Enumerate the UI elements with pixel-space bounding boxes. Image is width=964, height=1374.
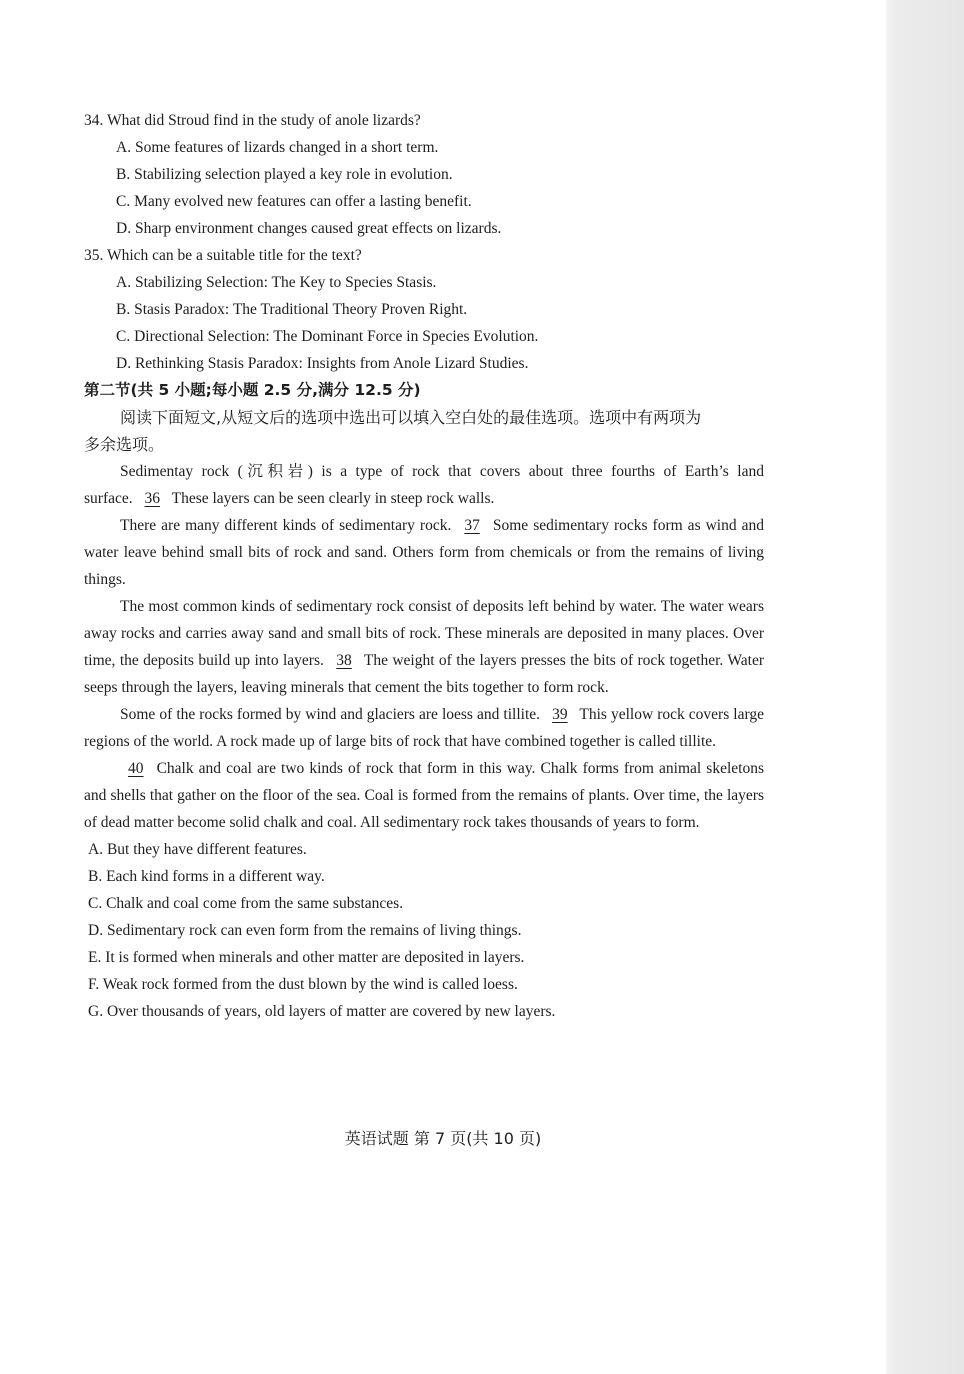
passage-text: There are many different kinds of sedimentary rock. bbox=[120, 517, 452, 534]
blank-37: 37 bbox=[464, 517, 480, 534]
passage-text: This yellow rock covers large regions of the world. A rock made up of large bits of rock that have combined together is called tillite. bbox=[84, 706, 764, 750]
passage-text: The weight of the layers presses the bits of rock together. Water seeps through the layers, leaving minerals that cement the bits together to form rock. bbox=[84, 652, 764, 696]
question-34-option-d: D. Sharp environment changes caused great effects on lizards. bbox=[116, 220, 502, 237]
question-34-option-a: A. Some features of lizards changed in a short term. bbox=[116, 139, 439, 156]
passage-text: The most common kinds of sedimentary rock consist of deposits left behind by water. The water wears away rocks and carries away sand and small bits of rock. These minerals are deposited in many places. Over time, the deposits build up into layers. bbox=[84, 598, 764, 669]
question-35-option-b: B. Stasis Paradox: The Traditional Theory Proven Right. bbox=[116, 301, 468, 318]
passage-paragraph-4 bbox=[84, 701, 764, 755]
passage bbox=[84, 458, 764, 836]
question-35-option-d: D. Rethinking Stasis Paradox: Insights from Anole Lizard Studies. bbox=[116, 355, 529, 372]
choice-d: D. Sedimentary rock can even form from the remains of living things. bbox=[88, 922, 522, 939]
page-footer: 英语试题 第 7 页(共 10 页) bbox=[344, 1129, 542, 1148]
passage-text: These layers can be seen clearly in steep rock walls. bbox=[171, 490, 495, 507]
choice-e: E. It is formed when minerals and other matter are deposited in layers. bbox=[88, 949, 525, 966]
choice-g: G. Over thousands of years, old layers of matter are covered by new layers. bbox=[88, 1003, 556, 1020]
passage-text: Some of the rocks formed by wind and glaciers are loess and tillite. bbox=[120, 706, 541, 723]
blank-36: 36 bbox=[144, 490, 160, 507]
question-35-option-c: C. Directional Selection: The Dominant Force in Species Evolution. bbox=[116, 328, 539, 345]
section-instruction-line-2: 多余选项。 bbox=[84, 435, 165, 454]
passage-text: Some sedimentary rocks form as wind and water leave behind small bits of rock and sand. Others form from chemicals or from the remains of living things. bbox=[84, 517, 765, 588]
blank-39: 39 bbox=[552, 706, 568, 723]
choice-f: F. Weak rock formed from the dust blown by the wind is called loess. bbox=[88, 976, 518, 993]
passage-paragraph-5 bbox=[84, 755, 764, 836]
passage-paragraph-3 bbox=[84, 593, 764, 701]
exam-page-content bbox=[84, 107, 764, 1025]
question-35-stem: 35. Which can be a suitable title for the text? bbox=[84, 247, 362, 264]
choice-b: B. Each kind forms in a different way. bbox=[88, 868, 325, 885]
page-edge-shadow bbox=[886, 0, 964, 1374]
passage-paragraph-1-line-2 bbox=[84, 485, 764, 512]
choice-c: C. Chalk and coal come from the same substances. bbox=[88, 895, 404, 912]
passage-text: Sedimentay rock (沉积岩) is a type of rock that covers about three fourths of Earth’s land bbox=[120, 463, 764, 480]
blank-38: 38 bbox=[336, 652, 352, 669]
passage-text: Chalk and coal are two kinds of rock that form in this way. Chalk forms from animal skeletons and shells that gather on the floor of the sea. Coal is formed from the remains of plants. Over time, the layers of dead matter become solid chalk and coal. All sedimentary rock takes thousands of years to form. bbox=[84, 760, 764, 831]
section-heading: 第二节(共 5 小题;每小题 2.5 分,满分 12.5 分) bbox=[84, 381, 421, 399]
section-instruction-line-1: 阅读下面短文,从短文后的选项中选出可以填入空白处的最佳选项。选项中有两项为 bbox=[120, 408, 702, 427]
blank-40: 40 bbox=[128, 760, 144, 777]
choice-a: A. But they have different features. bbox=[88, 841, 307, 858]
question-34-option-c: C. Many evolved new features can offer a lasting benefit. bbox=[116, 193, 472, 210]
question-34-option-b: B. Stabilizing selection played a key role in evolution. bbox=[116, 166, 453, 183]
passage-text: surface. bbox=[84, 490, 133, 507]
question-34-stem: 34. What did Stroud find in the study of anole lizards? bbox=[84, 112, 421, 129]
passage-paragraph-2 bbox=[84, 512, 764, 593]
question-35-option-a: A. Stabilizing Selection: The Key to Species Stasis. bbox=[116, 274, 437, 291]
passage-paragraph-1-line-1 bbox=[84, 458, 764, 485]
